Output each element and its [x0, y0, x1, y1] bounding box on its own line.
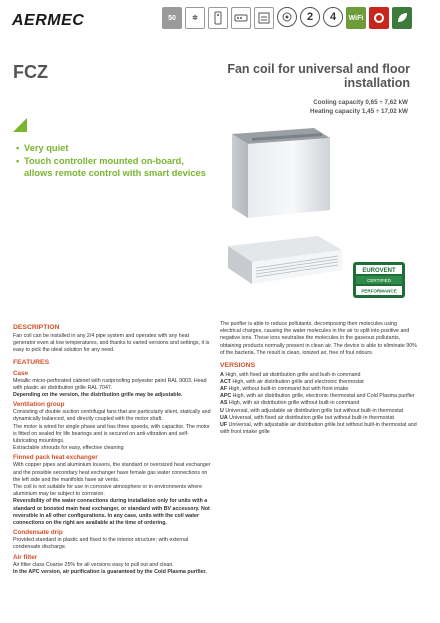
- features-heading: FEATURES: [13, 359, 50, 367]
- remote-icon: [208, 7, 228, 29]
- ventilation-heading: Ventilation group: [13, 401, 65, 409]
- key-feature-item: • Touch controller mounted on-board, allows remote control with smart devices: [16, 155, 206, 179]
- right-column: [220, 321, 418, 436]
- left-column: [13, 321, 211, 576]
- air-filter-heading: Air filter: [13, 553, 38, 561]
- finned-pack-corrosion-text: The coil is not suitable for use in corrosive atmosphere or in environments where aluminium may be subject to corrosion.: [13, 484, 203, 498]
- version-item: AF High, without built-in command but with front intake: [220, 385, 349, 392]
- energy-class-icon: 50: [162, 7, 182, 29]
- version-item: ACT High, with air distribution grille and electronic thermostat: [220, 378, 364, 385]
- versions-heading: VERSIONS: [220, 362, 256, 370]
- model-name: FCZ: [13, 62, 48, 82]
- ventilation-text: Consisting of double suction centrifugal fans that are particularly silent, statically and dynamically balanced, and directly coupled with the motor shaft.: [13, 409, 211, 423]
- feature-badges: [162, 7, 412, 29]
- label-icon: [254, 7, 274, 29]
- condensate-text: Provided standard in plastic and fixed to the interior structure; with external condensate discharge.: [13, 537, 189, 551]
- finned-pack-reversibility-note: Reversibility of the water connections during installation only for units with a standard or boosted main heat exchanger, or standard with BV accessory. Not reversible in all other configurations. In any case, units with the coil water connections on the right are available at the time of ordering.: [13, 498, 210, 527]
- aermec-logo: AERMEC: [12, 12, 85, 29]
- case-note: Depending on the version, the distribution grille may be adjustable.: [13, 392, 183, 399]
- page-title: Fan coil for universal and floor installation: [227, 62, 410, 90]
- control-panel-icon: [231, 7, 251, 29]
- version-item: U Universal, with adjustable air distribution grille but without built-in thermostat: [220, 407, 404, 414]
- fan-coil-product-image: [222, 122, 352, 342]
- plasma-icon: [277, 7, 297, 27]
- version-item: AS High, with air distribution grille without built-in command: [220, 400, 360, 407]
- purifier-text: The purifier is able to reduce pollutants, decomposing their molecules using electrical charges, causing the water molecules in the air to split into positive and negative ions. These ions neutralise the molecules in the gaseous pollutants, obtaining products normally present in clean air. The device is able to eliminate 90% of the bacteria. The result is clean, ionized air, free of foul odours.: [220, 321, 417, 356]
- air-filter-note: In the APC version, air purification is guaranteed by the Cold Plasma purifier.: [13, 568, 207, 575]
- key-features-list: [16, 142, 206, 180]
- heating-capacity: Heating capacity 1,45 ÷ 17,02 kW: [310, 108, 408, 115]
- svg-text:CERTIFIED: CERTIFIED: [367, 278, 391, 283]
- finned-pack-text: With copper pipes and aluminium louvers, the standard or oversized heat exchanger and the possible secondary heat exchanger have female gas water connections on the left side and the manifolds have air vents.: [13, 462, 211, 483]
- capacity-info: [310, 98, 408, 116]
- finned-pack-heading: Finned pack heat exchanger: [13, 454, 98, 462]
- eco-leaf-icon: [392, 7, 412, 29]
- svg-text:EUROVENT: EUROVENT: [362, 268, 396, 274]
- description-text: Fan coil can be installed in any 2/4 pipe system and operates with any heat generator even at low temperatures, and thanks to varied versions and settings, it is easy to pick the ideal solution for any need.: [13, 332, 210, 353]
- ventilation-motor-text: The motor is wired for single phase and has three speeds, with capacitor. The motor is fitted on sealed for life bearings and is secured on anti-vibration and self-lubricating mountings.: [13, 423, 210, 445]
- version-item: UF Universal, with adjustable air distribution grille but without built-in thermostat and with front intake grille: [220, 421, 417, 436]
- green-triangle-decoration: [13, 118, 27, 132]
- eurovent-certification-logo: [353, 262, 405, 298]
- svg-text:PERFORMANCE: PERFORMANCE: [361, 288, 397, 294]
- version-item: UA Universal, with fixed air distribution grille but without built-in thermostat: [220, 414, 395, 421]
- made-in-italy-icon: [369, 7, 389, 29]
- wifi-icon: WiFi: [346, 7, 366, 29]
- description-heading: DESCRIPTION: [13, 324, 60, 331]
- condensate-heading: Condensate drip: [13, 529, 63, 537]
- key-feature-item: • Very quiet: [16, 142, 206, 154]
- pipes-4-icon: 4: [323, 7, 343, 27]
- case-text: Metallic micro-perforated cabinet with rustproofing polyester paint RAL 9003. Head with plastic air distribution grille RAL 7047.: [13, 377, 207, 391]
- case-heading: Case: [13, 369, 29, 377]
- fan-icon: ✲: [185, 7, 205, 29]
- version-item: APC High, with air distribution grille, electronic thermostat and Cold Plasma purifier: [220, 393, 415, 400]
- version-item: A High, with fixed air distribution grille and built-in command: [220, 371, 361, 378]
- air-filter-text: Air filter class Coarse 25% for all versions easy to pull out and clean.: [13, 561, 174, 568]
- ventilation-shrouds-text: Extractable shrouds for easy, effective cleaning: [13, 445, 124, 452]
- versions-list: [220, 372, 418, 437]
- pipes-2-icon: 2: [300, 7, 320, 27]
- cooling-capacity: Cooling capacity 0,65 ÷ 7,62 kW: [313, 99, 408, 106]
